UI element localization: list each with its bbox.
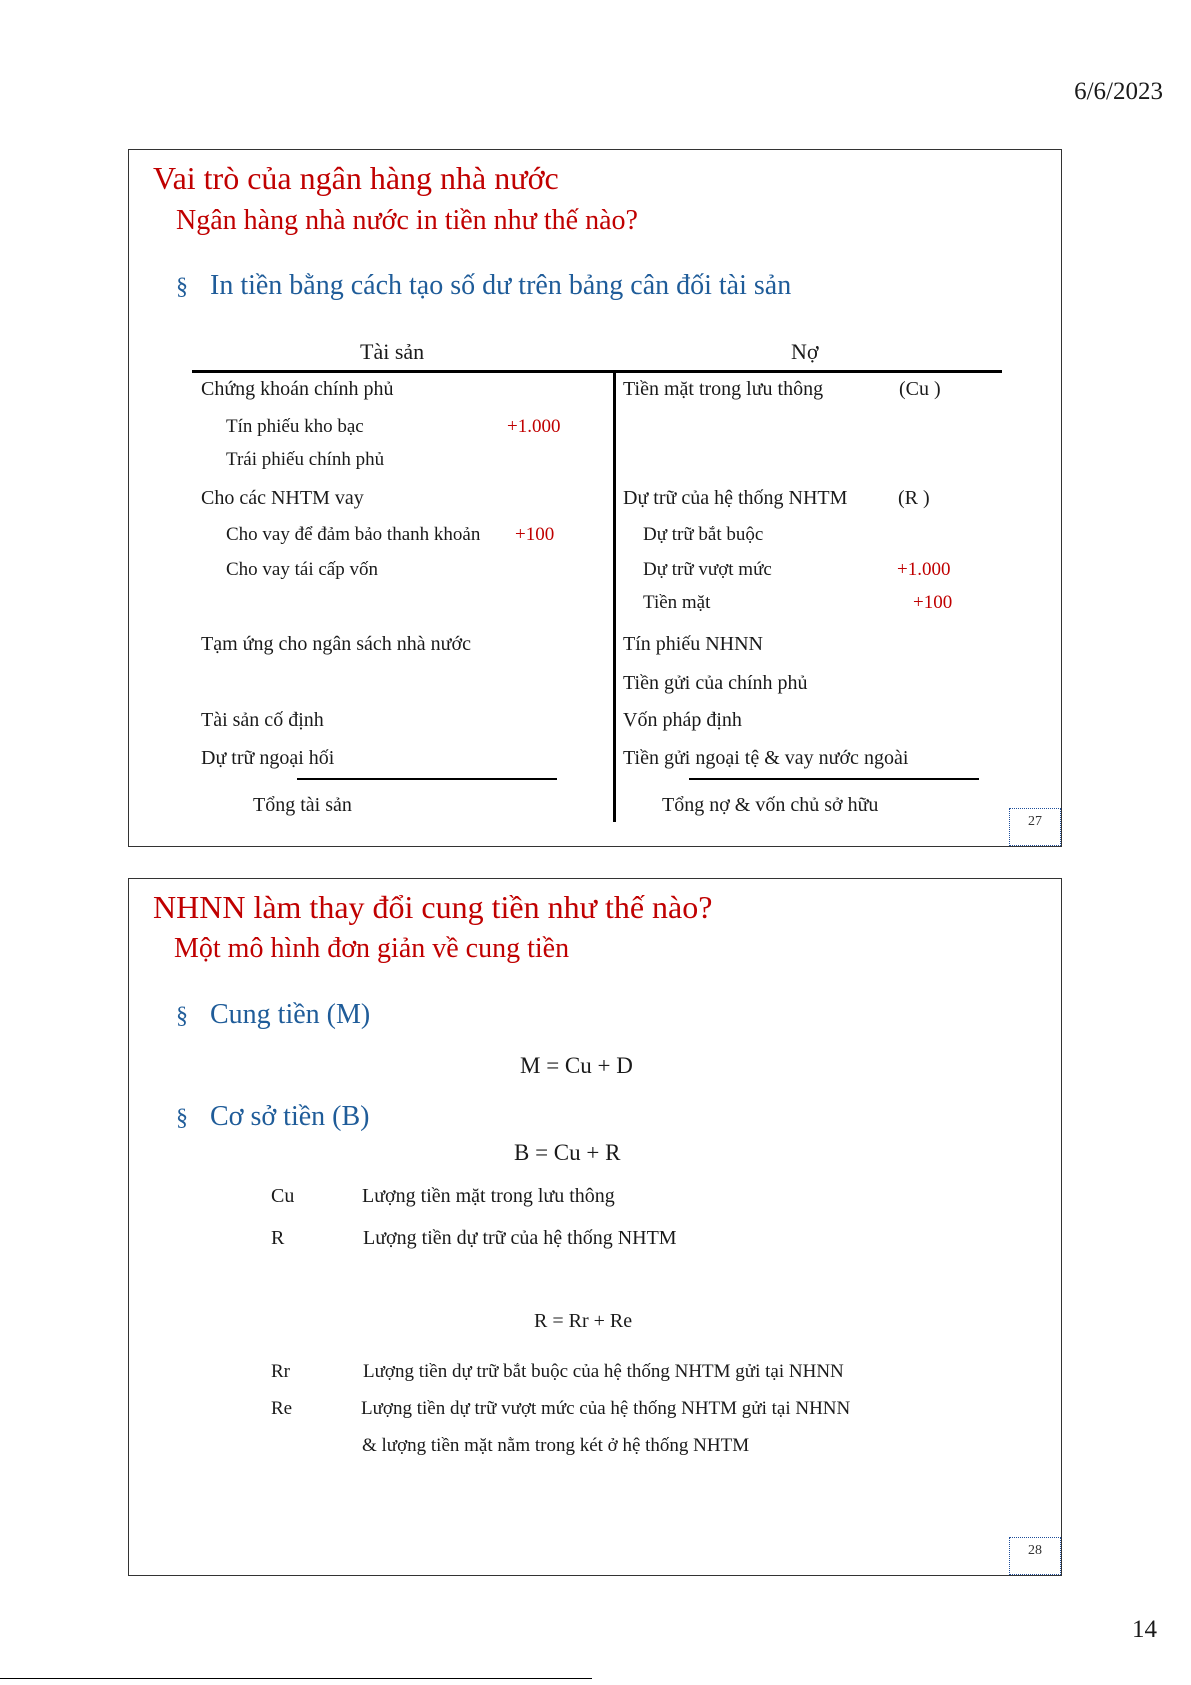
- liability-charter-capital: Vốn pháp định: [623, 709, 742, 731]
- definition-symbol: Rr: [271, 1361, 290, 1382]
- liability-sbv-bills: Tín phiếu NHNN: [623, 633, 763, 655]
- definition-text: Lượng tiền dự trữ vượt mức của hệ thống NHTM gửi tại NHNN: [361, 1398, 851, 1419]
- assets-total-rule: [297, 778, 557, 780]
- asset-fx-reserves: Dự trữ ngoại hối: [201, 747, 335, 769]
- footer-rule: [0, 1678, 592, 1679]
- liability-vault-cash: Tiền mặt: [643, 592, 711, 613]
- slide-subtitle: Một mô hình đơn giản về cung tiền: [174, 933, 570, 964]
- liability-currency: Tiền mặt trong lưu thông: [623, 378, 824, 400]
- definition-text-continued: & lượng tiền mặt nằm trong két ở hệ thống NHTM: [362, 1435, 750, 1456]
- asset-treasury-bills: Tín phiếu kho bạc: [226, 416, 364, 437]
- liability-fx-deposits: Tiền gửi ngoại tệ & vay nước ngoài: [623, 747, 909, 769]
- asset-refinancing-loans: Cho vay tái cấp vốn: [226, 559, 378, 580]
- slide-number: 27: [1009, 808, 1061, 846]
- asset-treasury-bills-change: +1.000: [507, 416, 561, 437]
- bullet-item: [176, 270, 791, 302]
- liability-excess-reserves: Dự trữ vượt mức: [643, 559, 772, 580]
- definition-text: Lượng tiền dự trữ bắt buộc của hệ thống NHTM gửi tại NHNN: [363, 1361, 844, 1382]
- bullet-money-supply: [176, 999, 370, 1031]
- asset-total: Tổng tài sản: [253, 794, 352, 816]
- asset-liquidity-loans-change: +100: [515, 524, 555, 545]
- slide-title: Vai trò của ngân hàng nhà nước: [153, 160, 559, 196]
- t-account-top-rule: [192, 370, 1002, 373]
- liability-gov-deposits: Tiền gửi của chính phủ: [623, 672, 808, 694]
- definition-symbol: Cu: [271, 1185, 295, 1207]
- equation-money-supply: M = Cu + D: [520, 1053, 633, 1078]
- liabilities-header: Nợ: [791, 339, 819, 364]
- asset-advances-budget: Tạm ứng cho ngân sách nhà nước: [201, 633, 471, 655]
- t-account-divider: [613, 370, 616, 822]
- asset-loans-to-banks: Cho các NHTM vay: [201, 487, 364, 509]
- liability-total: Tổng nợ & vốn chủ sở hữu: [662, 794, 879, 816]
- equation-monetary-base: B = Cu + R: [514, 1140, 621, 1165]
- liability-reserves: Dự trữ của hệ thống NHTM: [623, 487, 848, 509]
- liability-vault-cash-change: +100: [913, 592, 953, 613]
- asset-gov-bonds: Trái phiếu chính phủ: [226, 449, 385, 470]
- bullet-mark-icon: §: [176, 1003, 188, 1029]
- liability-reserves-symbol: (R ): [898, 487, 930, 509]
- bullet-text: Cơ sở tiền (B): [210, 1101, 370, 1132]
- slide-27: [128, 149, 1062, 847]
- bullet-mark-icon: §: [176, 1105, 188, 1131]
- asset-fixed-assets: Tài sản cố định: [201, 709, 324, 731]
- bullet-text: In tiền bằng cách tạo số dư trên bảng cân đối tài sản: [210, 270, 792, 301]
- page-date: 6/6/2023: [1074, 78, 1163, 105]
- liability-currency-symbol: (Cu ): [899, 378, 941, 400]
- definition-symbol: Re: [271, 1398, 293, 1419]
- slide-number: 28: [1009, 1537, 1061, 1575]
- page-number: 14: [1132, 1616, 1157, 1643]
- liability-required-reserves: Dự trữ bắt buộc: [643, 524, 764, 545]
- slide-subtitle: Ngân hàng nhà nước in tiền như thế nào?: [176, 205, 638, 236]
- liability-excess-reserves-change: +1.000: [897, 559, 951, 580]
- bullet-mark-icon: §: [176, 274, 188, 300]
- definition-text: Lượng tiền dự trữ của hệ thống NHTM: [363, 1227, 677, 1249]
- definition-text: Lượng tiền mặt trong lưu thông: [362, 1185, 615, 1207]
- slide-title: NHNN làm thay đổi cung tiền như thế nào?: [153, 889, 713, 925]
- definition-symbol: R: [271, 1227, 285, 1249]
- asset-gov-securities: Chứng khoán chính phủ: [201, 378, 394, 400]
- assets-header: Tài sản: [360, 339, 425, 364]
- asset-liquidity-loans: Cho vay để đảm bảo thanh khoản: [226, 524, 481, 545]
- liabilities-total-rule: [689, 778, 979, 780]
- bullet-text: Cung tiền (M): [210, 999, 371, 1030]
- bullet-monetary-base: [176, 1101, 370, 1133]
- slide-28: [128, 878, 1062, 1576]
- equation-reserves: R = Rr + Re: [534, 1310, 633, 1332]
